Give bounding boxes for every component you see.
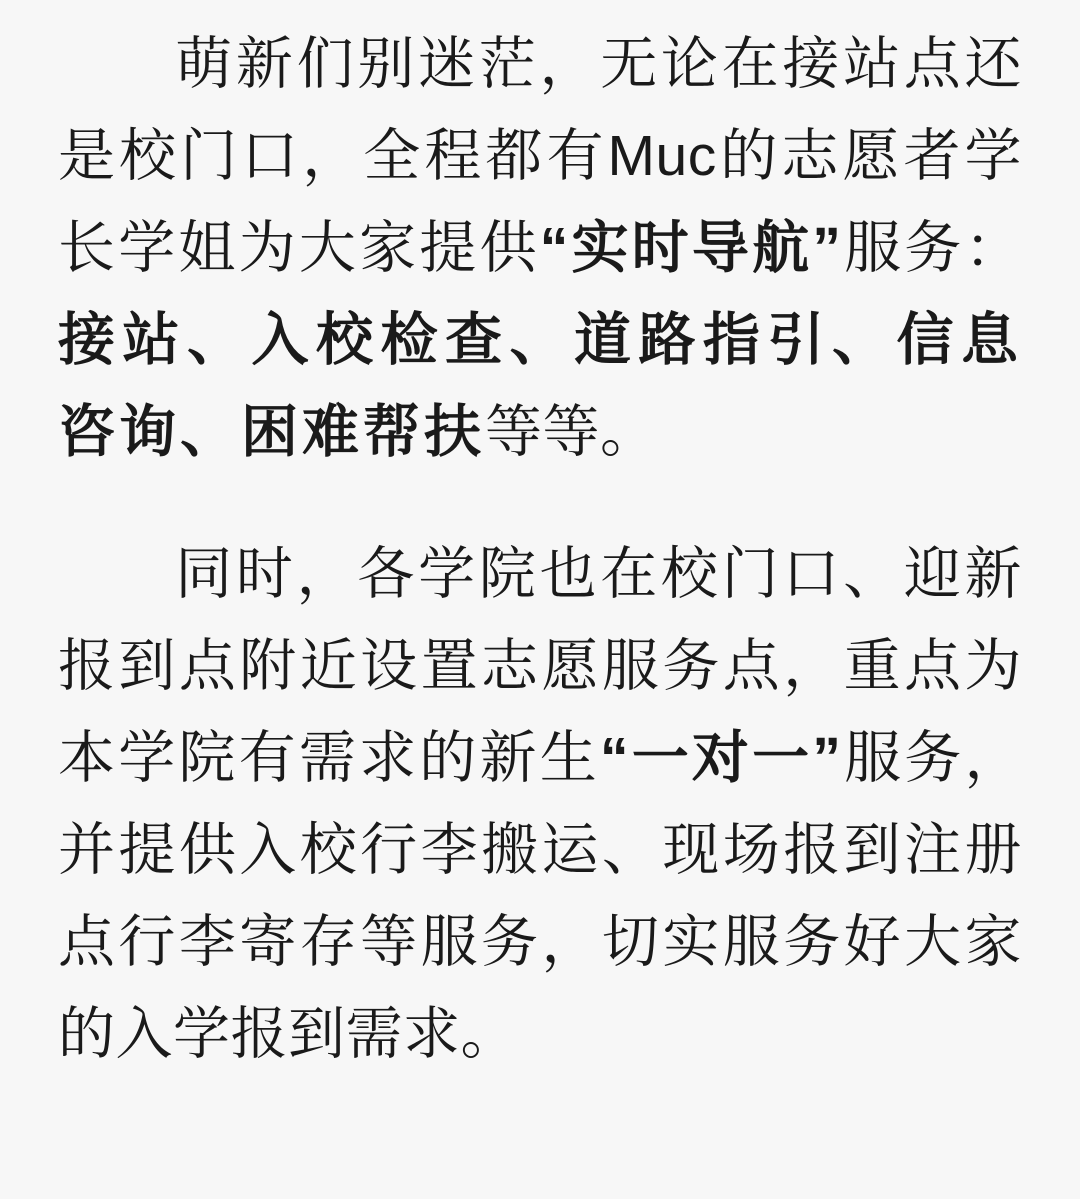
paragraph-1 (58, 18, 1022, 478)
text-run-emphasis: “一对一” (599, 726, 842, 790)
text-run-emphasis-list: 接站、入校检查、道路指引、信息咨询、困难帮扶 (58, 308, 1022, 464)
text-run: 服务： (841, 216, 1022, 280)
text-run-latin: Muc (607, 124, 717, 188)
text-run: 等等。 (485, 400, 658, 464)
text-run: 服务，并提供入校行李搬运、现场报到注册点行李寄存等服务，切实服务好大家的入学报到需求。 (58, 726, 1022, 1066)
text-run-emphasis: “实时导航” (539, 216, 842, 280)
text-run: 萌新们别迷茫，无论在接站点还是校门口，全程都有 (58, 32, 1022, 188)
text-run: 的志愿者学长学姐为大家提供 (58, 124, 1023, 280)
paragraph-2 (58, 528, 1022, 1080)
text-run: 同时，各学院也在校门口、迎新报到点附近设置志愿服务点，重点为本学院有需求的新生 (58, 542, 1022, 790)
